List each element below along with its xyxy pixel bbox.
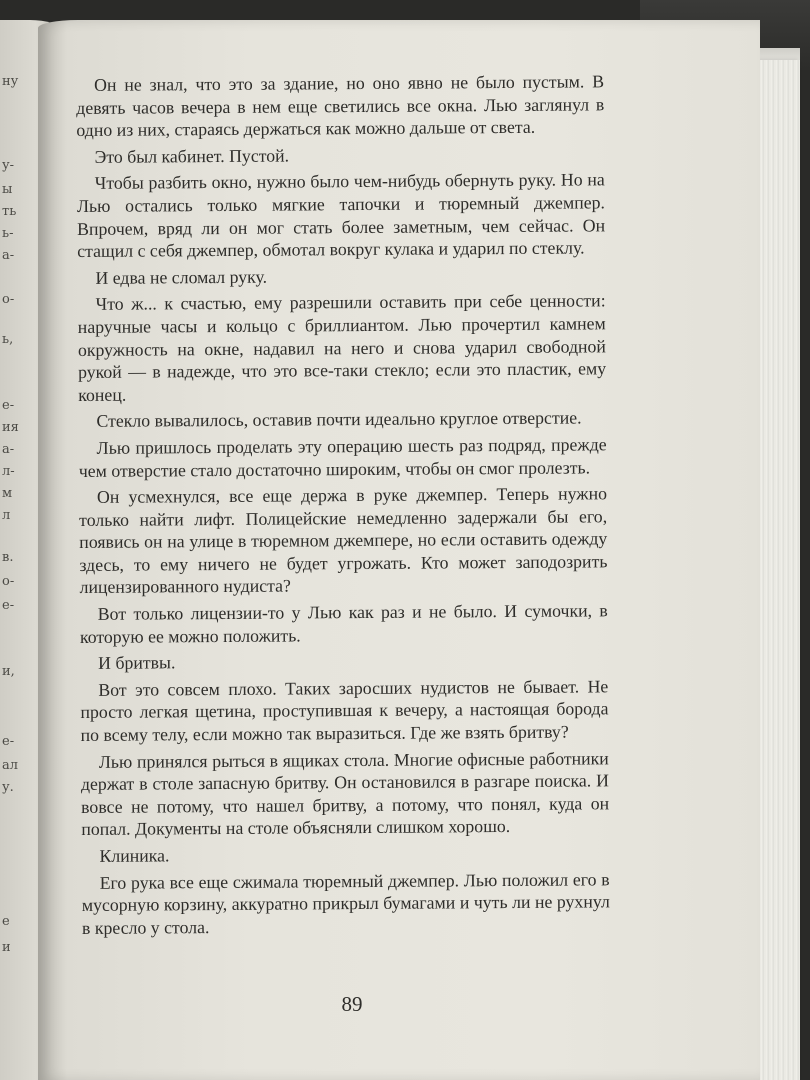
paragraph: Вот это совсем плохо. Таких заросших нудистов не бывает. Не просто легкая щетина, проступившая к вечеру, а настоящая борода по всему телу, если можно так выразиться. Где же взять бритву? [80, 676, 609, 746]
left-page-fragment: ь, [2, 332, 14, 347]
left-page-fragment: ну [2, 74, 19, 89]
left-page-fragment: в. [2, 550, 14, 565]
body-text [76, 70, 610, 943]
paragraph: Лью принялся рыться в ящиках стола. Многие офисные работники держат в столе запасную бритву. Он остановился в разгаре поиска. И вовсе не потому, что нашел бритву, а потому, что понял, куда он попал. Документы на столе объясняли слишком хорошо. [80, 747, 610, 840]
page-number: 89 [341, 992, 363, 1016]
paragraph: Клиника. [99, 845, 170, 866]
paragraph: И едва не сломал руку. [95, 266, 268, 288]
left-page-fragment: и, [2, 664, 15, 679]
left-page-fragment: а- [2, 442, 15, 457]
left-page-fragment: ал [2, 758, 19, 773]
left-page-fragment: о- [2, 574, 15, 589]
book-page-edges [755, 60, 800, 1080]
left-page-fragment: е [2, 914, 10, 929]
paragraph: Стекло вывалилось, оставив почти идеально круглое отверстие. [96, 407, 582, 432]
left-page-fragment: е- [2, 734, 15, 749]
paragraph: Он не знал, что это за здание, но оно явно не было пустым. В девять часов вечера в нем еще светились все окна. Лью заглянул в одно из них, стараясь держаться как можно дальше от света. [76, 71, 605, 141]
left-page-fragment: у- [2, 158, 15, 173]
left-page-fragment: у. [2, 780, 14, 795]
left-page-fragment: ть [2, 204, 17, 219]
paragraph: Он усмехнулся, все еще держа в руке джемпер. Теперь нужно только найти лифт. Полицейские немедленно задержали бы его, появись он на улице в тюремном джемпере, но если оставить одежду здесь, то ему ничего не будет угрожать. Кто может заподозрить лицензированного нудиста? [79, 483, 608, 598]
left-page-fragment: л- [2, 464, 15, 479]
left-page-fragment: е- [2, 398, 15, 413]
left-page-fragment: м [2, 486, 13, 501]
left-page-fragment: ия [2, 420, 19, 435]
left-page-fragment: л [2, 508, 11, 523]
left-page-fragment: а- [2, 248, 15, 263]
left-page-fragment: о- [2, 292, 15, 307]
paragraph: Что ж... к счастью, ему разрешили оставить при себе ценности: наручные часы и кольцо с бриллиантом. Лью прочертил камнем окружность на окне, надавил на него и снова ударил свободной рукой — в надежде, что это все-таки стекло; если это пластик, ему конец. [77, 290, 607, 405]
paragraph: И бритвы. [98, 652, 176, 674]
paragraph: Это был кабинет. Пустой. [94, 145, 290, 167]
left-page-fragment: ы [2, 182, 13, 197]
paragraph: Его рука все еще сжимала тюремный джемпер. Лью положил его в мусорную корзину, аккуратно прикрыл бумагами и чуть ли не рухнул в кресло у стола. [81, 868, 610, 938]
paragraph: Лью пришлось проделать эту операцию шесть раз подряд, прежде чем отверстие стало достаточно широким, чтобы он смог пролезть. [78, 434, 607, 481]
left-page-fragment: е- [2, 598, 15, 613]
paragraph: Чтобы разбить окно, нужно было чем-нибудь обернуть руку. Но на Лью остались только мягкие тапочки и тюремный джемпер. Впрочем, вряд ли он мог стать более заметным, чем сейчас. Он стащил с себя джемпер, обмотал вокруг кулака и ударил по стеклу. [76, 169, 606, 262]
paragraph: Вот только лицензии-то у Лью как раз и не было. И сумочки, в которую ее можно положить. [79, 600, 608, 647]
left-page-fragment: и [2, 940, 11, 955]
left-page-fragment: ь- [2, 226, 14, 241]
